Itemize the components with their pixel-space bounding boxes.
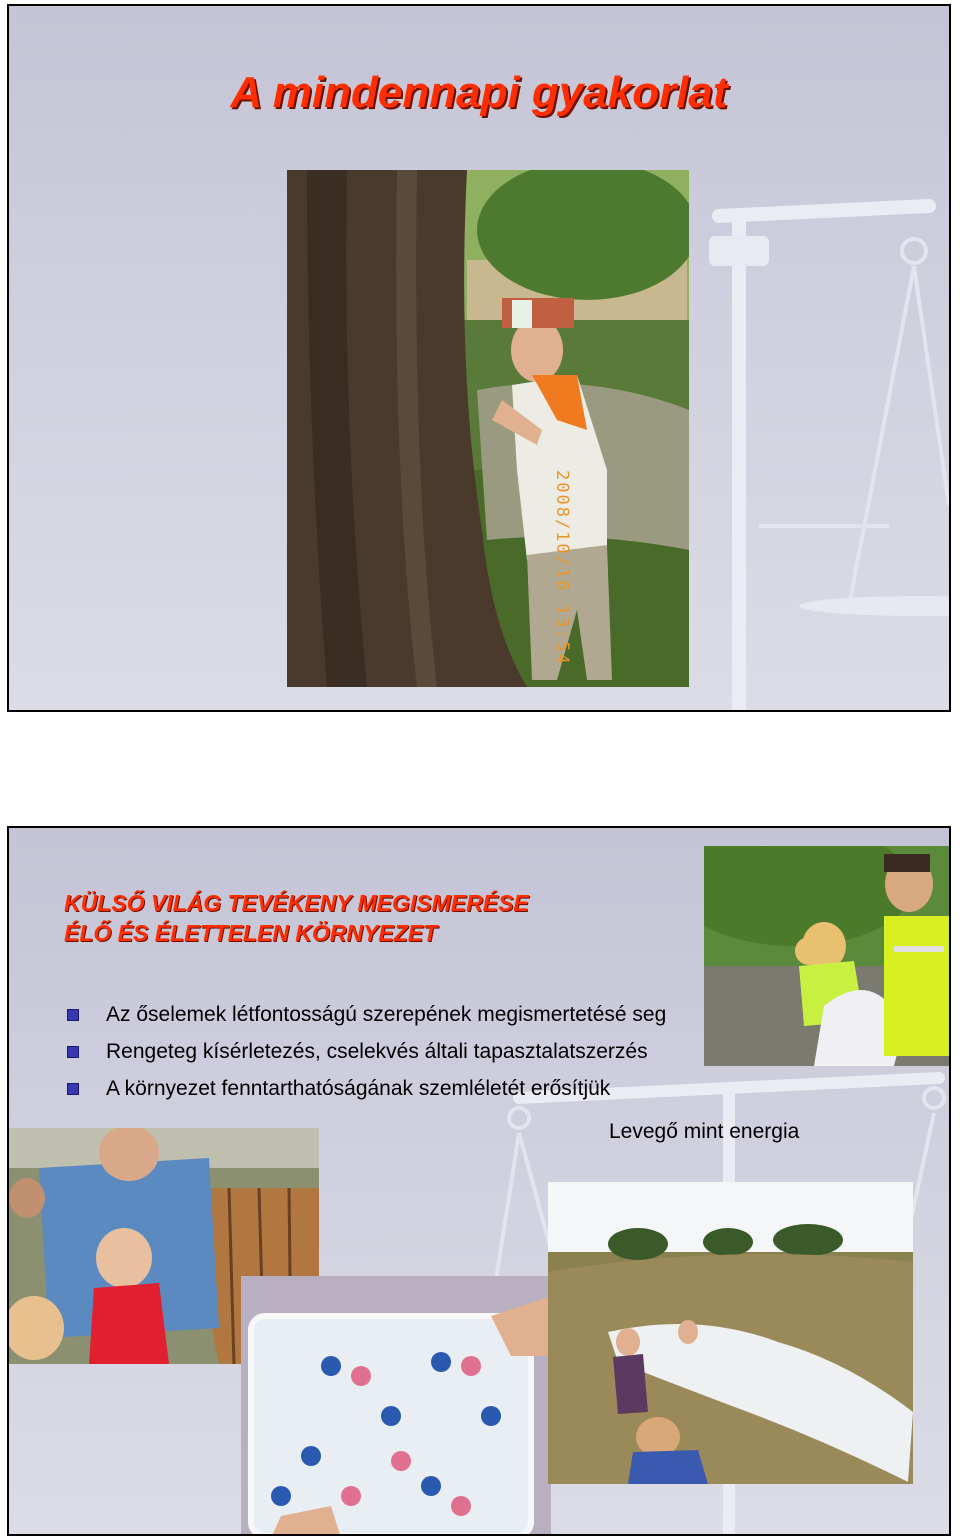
bullet-item: A környezet fenntarthatóságának szemléletét erősítjük <box>64 1070 666 1107</box>
bullet-item: Rengeteg kísérletezés, cselekvés általi tapasztalatszerzés <box>64 1033 666 1070</box>
slide-title: A mindennapi gyakorlat <box>230 68 728 117</box>
photo-boy-hugging-tree <box>287 170 689 687</box>
slide-2 <box>7 826 951 1536</box>
heading-line-1: KÜLSŐ VILÁG TEVÉKENY MEGISMERÉSE <box>64 890 529 916</box>
bullet-list <box>64 996 666 1107</box>
photo-ice-tray-experiment <box>241 1276 551 1536</box>
photo-children-with-sheet <box>704 846 951 1066</box>
heading-line-2: ÉLŐ ÉS ÉLETTELEN KÖRNYEZET <box>64 920 438 946</box>
balance-scale-watermark <box>649 176 949 712</box>
bullet-item: Az őselemek létfontosságú szerepének megismertetésé seg <box>64 996 666 1033</box>
photo-caption: Levegő mint energia <box>609 1120 800 1143</box>
slide-1 <box>7 4 951 712</box>
photo-children-on-hill <box>548 1182 913 1484</box>
photo-timestamp: 2008/10/16 13:54 <box>552 470 572 666</box>
section-heading <box>64 888 529 948</box>
